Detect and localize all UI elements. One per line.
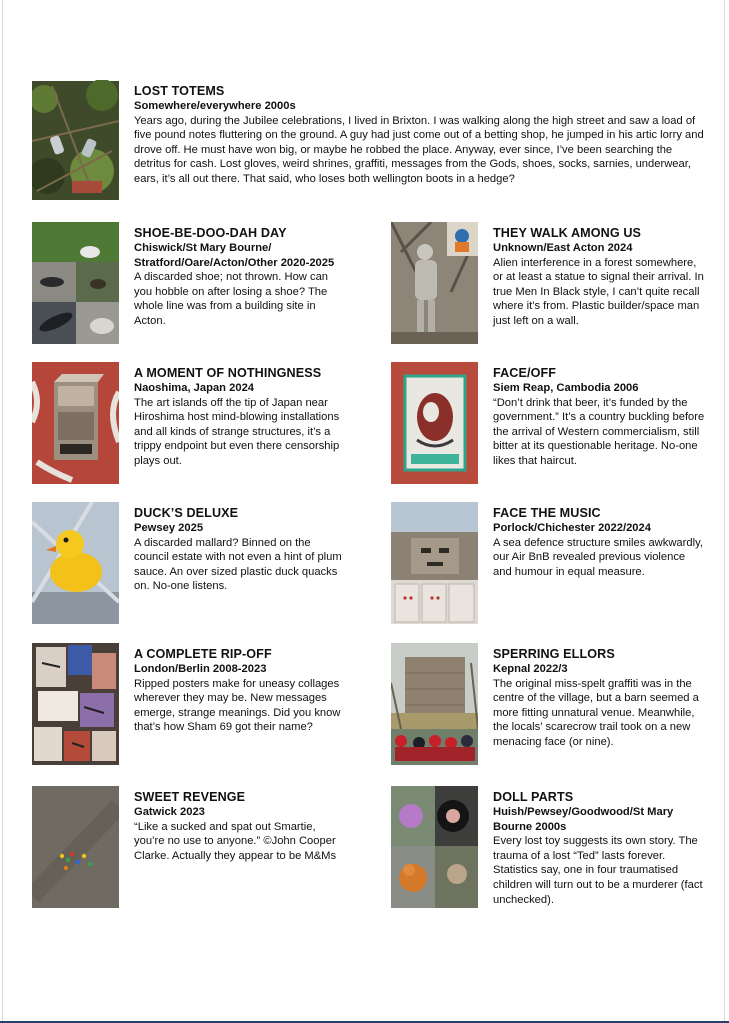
- entry-title: LOST TOTEMS: [134, 84, 225, 98]
- entry-subtitle: Naoshima, Japan 2024: [134, 382, 255, 394]
- entry-subtitle: London/Berlin 2008-2023: [134, 663, 267, 675]
- photo-ducks-deluxe: [32, 502, 119, 624]
- entry-title: SHOE-BE-DOO-DAH DAY: [134, 226, 287, 240]
- photo-shoe-be-doo-dah-day: [32, 222, 119, 344]
- entry-body: A discarded shoe; not thrown. How can you hobble on after losing a shoe? The whole line was from a building site in Acton.: [134, 271, 329, 327]
- entry-subtitle: Unknown/East Acton 2024: [493, 242, 633, 254]
- entry-title: SWEET REVENGE: [134, 790, 246, 804]
- entry-title: FACE/OFF: [493, 366, 557, 380]
- entry-subtitle: Porlock/Chichester 2022/2024: [493, 522, 651, 534]
- photo-face-off: [391, 362, 478, 484]
- entry-body: The art islands off the tip of Japan near Hiroshima host mind-blowing installations and all kinds of strange structures, it’s a trippy endpoint but even there censorship plays out.: [134, 396, 340, 467]
- entry-body: Alien interference in a forest somewhere, or at least a statue to signal their arrival. In true Men In Black style, I can’t quite recall where it’s from. Plastic builder/space man just left on a wall.: [493, 256, 704, 327]
- photo-sweet-revenge: [32, 786, 119, 908]
- photo-doll-parts: [391, 786, 478, 908]
- entry-title: A MOMENT OF NOTHINGNESS: [134, 366, 322, 380]
- entry-title: THEY WALK AMONG US: [493, 226, 642, 240]
- entry-title: FACE THE MUSIC: [493, 506, 601, 520]
- photo-lost-totems: [32, 80, 119, 200]
- entry-subtitle: Huish/Pewsey/Goodwood/St Mary Bourne 2000s: [493, 806, 674, 833]
- entry-body: Ripped posters make for uneasy collages wherever they may be. New messages emerge, strange meanings. Did you know that’s how Sham 69 got their name?: [134, 677, 341, 734]
- entry-subtitle: Pewsey 2025: [134, 522, 204, 534]
- entry-subtitle: Chiswick/St Mary Bourne/ Stratford/Oare/Acton/Other 2020-2025: [134, 242, 335, 269]
- entry-body: Every lost toy suggests its own story. The trauma of a lost “Ted” lasts forever. Statistics say, one in four traumatised children will turn out to be a murderer (fact unchecked).: [493, 835, 703, 906]
- entry-subtitle: Siem Reap, Cambodia 2006: [493, 382, 639, 394]
- entry-body: The original miss-spelt graffiti was in the centre of the village, but a barn seemed a more fitting unnatural venue. Meanwhile, the locals’ scarecrow trail took on a new menacing face (or nine).: [493, 677, 699, 748]
- entry-body: “Like a sucked and spat out Smartie, you’re no use to anyone.” ©John Cooper Clarke. Actually they appear to be M&Ms: [134, 820, 337, 862]
- entry-subtitle: Somewhere/everywhere 2000s: [134, 100, 296, 112]
- entry-subtitle: Kepnal 2022/3: [493, 663, 568, 675]
- entry-body: “Don’t drink that beer, it’s funded by the government.” It’s a country buckling before the arrival of Western commercialism, still bitter at its questionable heritage. No-one likes that haircut.: [493, 396, 705, 467]
- photo-face-the-music: [391, 502, 478, 624]
- entry-title: SPERRING ELLORS: [493, 647, 615, 661]
- entry-body: Years ago, during the Jubilee celebrations, I lived in Brixton. I was walking along the high street and saw a load of five pound notes fluttering on the ground. A guy had just come out of a betting shop, he jumped in his artic lorry and drove off. He must have won big, or maybe he robbed the place. Anyway, ever since, I’ve been searching the detritus for cash. Lost gloves, weird shrines, graffiti, messages from the Gods, shoes, socks, sarnies, underwear, ears, it’s all out there. That said, who loses both wellington boots in a hedge?: [134, 114, 704, 185]
- entry-subtitle: Gatwick 2023: [134, 806, 205, 818]
- photo-a-moment-of-nothingness: [32, 362, 119, 484]
- photo-they-walk-among-us: [391, 222, 478, 344]
- entry-title: A COMPLETE RIP-OFF: [134, 647, 272, 661]
- entry-body: A discarded mallard? Binned on the council estate with not even a hint of plum sauce. An over sized plastic duck quacks on. No-one listens.: [134, 536, 342, 593]
- entry-body: A sea defence structure smiles awkwardly, our Air BnB revealed previous violence and humour in equal measure.: [493, 536, 703, 578]
- photo-a-complete-rip-off: [32, 643, 119, 765]
- entry-title: DOLL PARTS: [493, 790, 574, 804]
- entry-title: DUCK’S DELUXE: [134, 506, 239, 520]
- photo-sperring-ellors: [391, 643, 478, 765]
